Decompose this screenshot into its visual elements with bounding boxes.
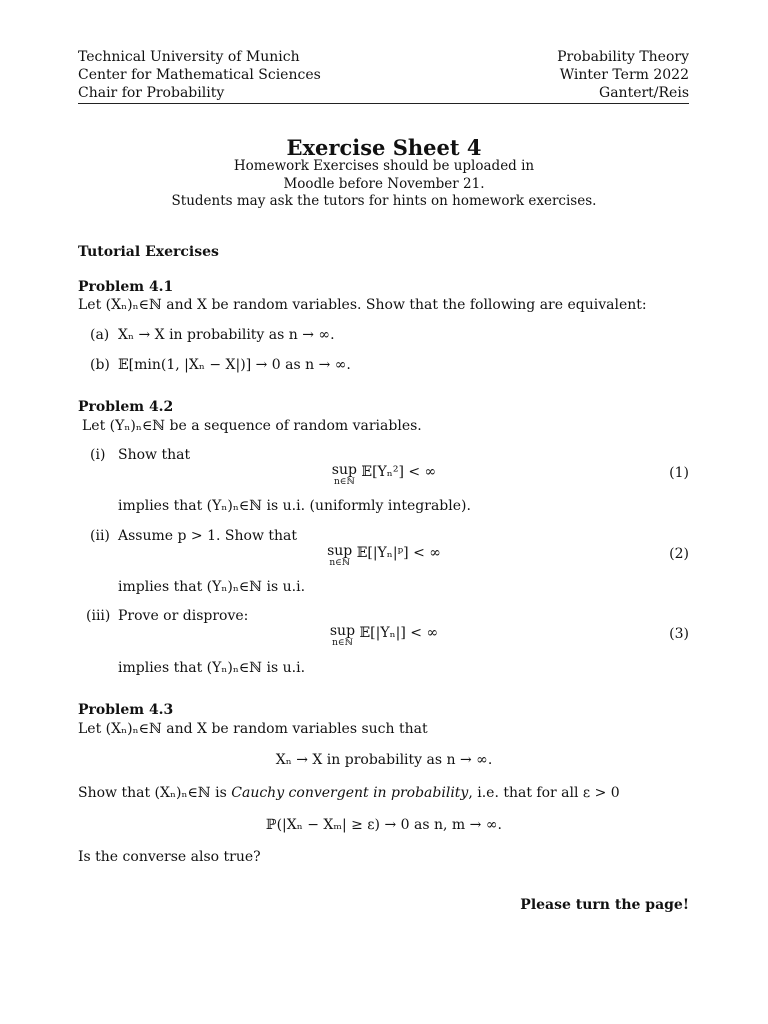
item-conclusion: implies that (Yₙ)ₙ∈ℕ is u.i. <box>118 660 306 676</box>
emphasis-term: Cauchy convergent in probability <box>231 785 469 801</box>
header-university: Technical University of Munich <box>78 49 300 65</box>
item-text: Assume p > 1. Show that <box>118 528 297 544</box>
problem-intro: Let (Xₙ)ₙ∈ℕ and X be random variables. Show that the following are equivalent: <box>78 297 647 313</box>
sup-operator: sup n∈ℕ <box>327 543 353 568</box>
turn-page-note: Please turn the page! <box>520 897 689 913</box>
header-rule <box>78 103 689 104</box>
display-equation: sup n∈ℕ 𝔼[|Yₙ|ᵖ] < ∞ <box>327 543 441 568</box>
header-course: Probability Theory <box>557 49 689 65</box>
equation-number: (3) <box>669 626 689 642</box>
header-chair: Chair for Probability <box>78 85 225 101</box>
sup-operator: sup n∈ℕ <box>329 623 356 648</box>
section-title: Tutorial Exercises <box>78 244 219 260</box>
item-label: (ii) <box>90 528 110 544</box>
item-conclusion: implies that (Yₙ)ₙ∈ℕ is u.i. (uniformly integrable). <box>118 498 471 514</box>
problem-heading: Problem 4.3 <box>78 702 174 718</box>
display-equation: sup n∈ℕ 𝔼[|Yₙ|] < ∞ <box>329 623 439 648</box>
item-text: 𝔼[min(1, |Xₙ − X|)] → 0 as n → ∞. <box>118 357 351 373</box>
header-center: Center for Mathematical Sciences <box>78 67 321 83</box>
item-label: (b) <box>90 357 110 373</box>
item-label: (iii) <box>86 608 111 624</box>
problem-intro: Let (Xₙ)ₙ∈ℕ and X be random variables such that <box>78 721 428 737</box>
item-label: (i) <box>90 447 106 463</box>
item-label: (a) <box>90 327 110 343</box>
item-conclusion: implies that (Yₙ)ₙ∈ℕ is u.i. <box>118 579 306 595</box>
sup-operator: sup n∈ℕ <box>331 462 357 487</box>
problem-intro: Let (Yₙ)ₙ∈ℕ be a sequence of random variables. <box>82 418 422 434</box>
equation-number: (2) <box>669 546 689 562</box>
problem-heading: Problem 4.2 <box>78 399 174 415</box>
problem-question: Is the converse also true? <box>78 849 261 865</box>
subtitle-line-3: Students may ask the tutors for hints on homework exercises. <box>171 193 597 209</box>
equation-number: (1) <box>669 465 689 481</box>
display-equation: sup n∈ℕ 𝔼[Yₙ²] < ∞ <box>331 462 437 487</box>
display-statement: ℙ(|Xₙ − Xₘ| ≥ ε) → 0 as n, m → ∞. <box>266 817 502 833</box>
item-text: Xₙ → X in probability as n → ∞. <box>118 327 335 343</box>
item-text: Prove or disprove: <box>118 608 249 624</box>
display-statement: Xₙ → X in probability as n → ∞. <box>275 752 493 768</box>
item-text: Show that <box>118 447 191 463</box>
header-term: Winter Term 2022 <box>559 67 689 83</box>
subtitle-line-2: Moodle before November 21. <box>283 176 485 192</box>
problem-body: Show that (Xₙ)ₙ∈ℕ is Cauchy convergent in probability, i.e. that for all ε > 0 <box>78 785 620 801</box>
page-title: Exercise Sheet 4 <box>286 135 482 160</box>
subtitle-line-1: Homework Exercises should be uploaded in <box>233 158 535 174</box>
problem-heading: Problem 4.1 <box>78 279 174 295</box>
header-lecturers: Gantert/Reis <box>599 85 689 101</box>
